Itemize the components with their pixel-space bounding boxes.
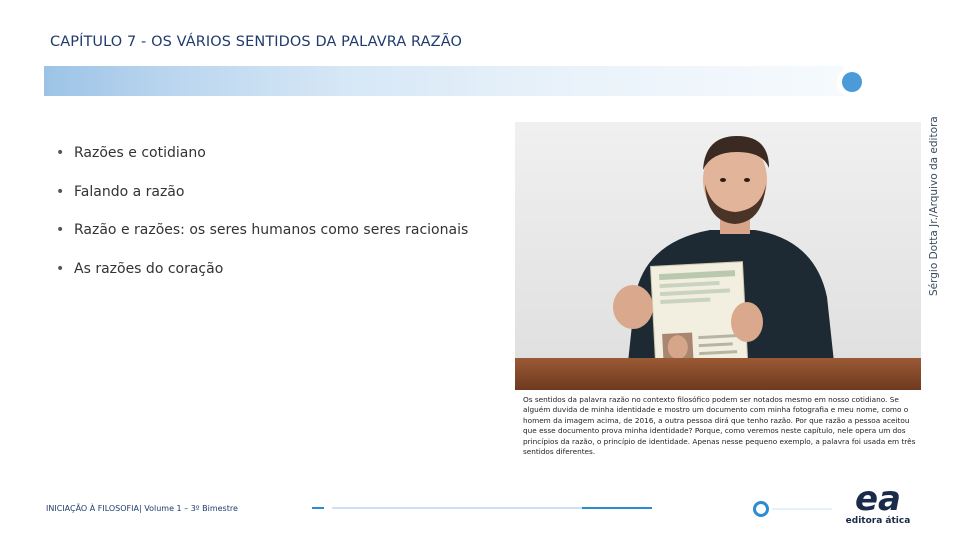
list-item [56,134,468,173]
list-item-label: Razões e cotidiano [74,145,206,162]
list-item [56,211,468,250]
page-title: CAPÍTULO 7 - OS VÁRIOS SENTIDOS DA PALAVRA RAZÃO [50,34,462,50]
topic-list [56,134,468,288]
list-item-label: Falando a razão [74,183,185,200]
logo-label: editora ática [845,516,911,526]
photo-man-with-passport [515,122,921,390]
footer-divider-tail [772,507,832,511]
list-item-label: Razão e razões: os seres humanos como seres racionais [74,222,469,239]
photo-caption: Os sentidos da palavra razão no contexto filosófico podem ser notados mesmo em nosso cotidiano. Se alguém duvida de minha identidade e mostro um documento com minha fotografia e meu nome, como o homem da imagem acima, de 2016, a outra pessoa dirá que tenho razão. Por que razão a pessoa aceitou que esse documento prova minha identidade? Porque, como veremos neste capítulo, nele opera um dos princípios da razão, o princípio de identidade. Apenas nesse pequeno exemplo, a palavra foi usada em três sentidos diferentes. [523,395,916,457]
list-item [56,250,468,289]
logo-mark: ea [854,480,902,516]
bullet-icon: • [56,222,65,239]
header-circle-icon [832,66,872,100]
bullet-icon: • [56,183,65,200]
photo-credit: Sérgio Dotta Jr./Arquivo da editora [928,116,940,296]
footer-ring-icon [752,500,770,518]
footer-divider [312,506,762,510]
ea-logo-icon [842,480,914,516]
footer-course-label: INICIAÇÃO À FILOSOFIA| Volume 1 – 3º Bimestre [46,504,238,513]
header-band [44,66,844,96]
publisher-logo [842,480,914,530]
bullet-icon: • [56,260,65,277]
bullet-icon: • [56,145,65,162]
list-item-label: As razões do coração [74,260,224,277]
list-item [56,173,468,212]
